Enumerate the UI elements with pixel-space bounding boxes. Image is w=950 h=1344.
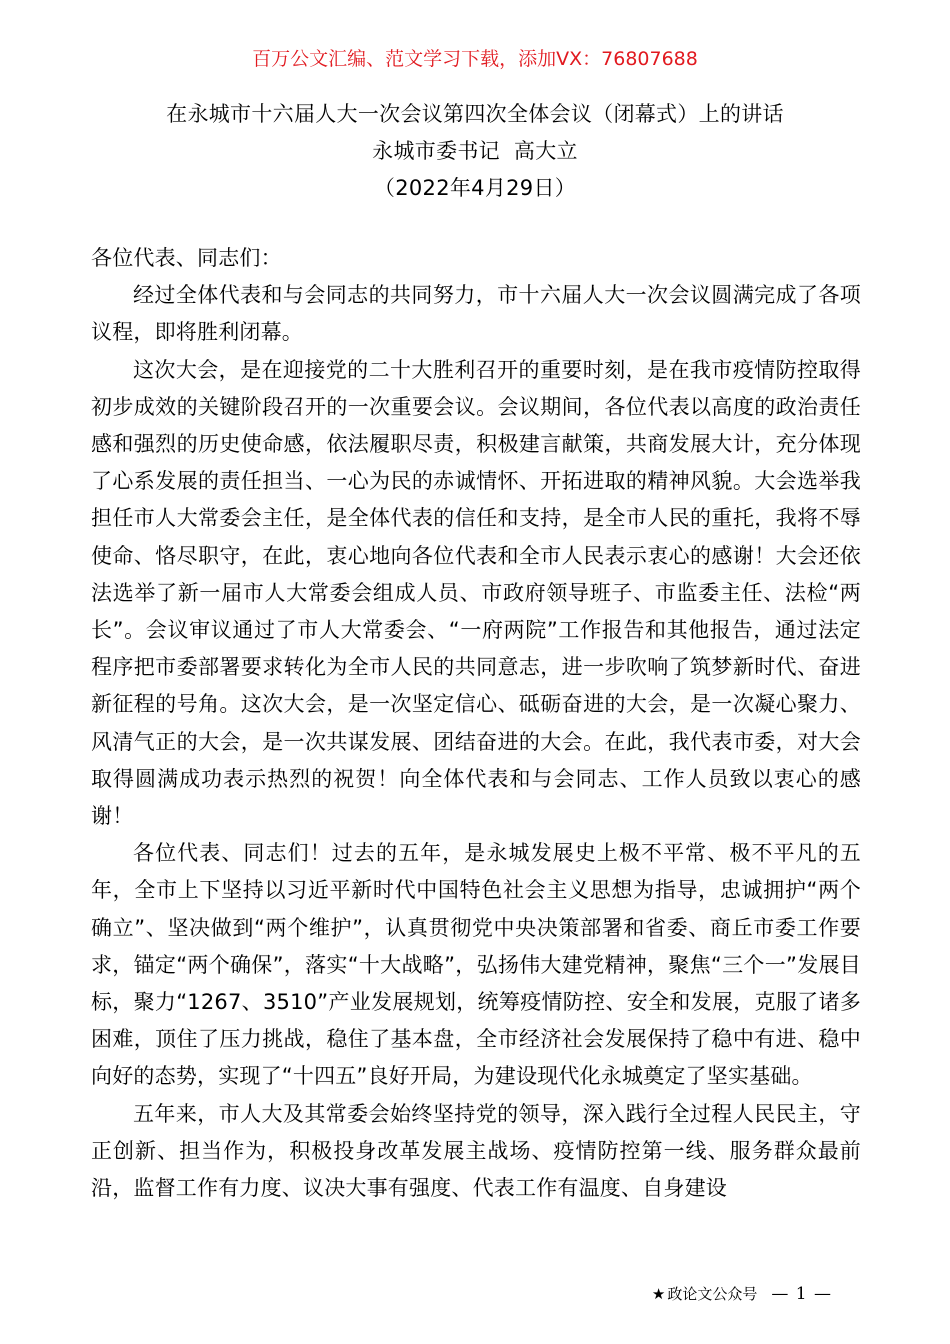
promo-banner: 百万公文汇编、范文学习下载，添加VX：76807688 — [252, 48, 698, 70]
paragraph: 经过全体代表和与会同志的共同努力，市十六届人大一次会议圆满完成了各项议程，即将胜利闭幕。 — [91, 283, 861, 345]
speaker-line: 永城市委书记 高大立 — [372, 139, 578, 163]
page-footer — [652, 1282, 832, 1306]
document-title: 在永城市十六届人大一次会议第四次全体会议（闭幕式）上的讲话 — [166, 102, 784, 126]
speech-date: （2022年4月29日） — [373, 176, 577, 200]
star-icon: ★ — [651, 1285, 666, 1303]
paragraph: 各位代表、同志们！过去的五年，是永城发展史上极不平常、极不平凡的五年，全市上下坚持以习近平新时代中国特色社会主义思想为指导，忠诚拥护“两个确立”、坚决做到“两个维护”，认真贯彻党中央决策部署和省委、商丘市委工作要求，锚定“两个确保”，落实“十大战略”，弘扬伟大建党精神，聚焦“三个一”发展目标，聚力“1267、3510”产业发展规划，统筹疫情防控、安全和发展，克服了诸多困难，顶住了压力挑战，稳住了基本盘，全市经济社会发展保持了稳中有进、稳中向好的态势，实现了“十四五”良好开局，为建设现代化永城奠定了坚实基础。 — [91, 841, 861, 1089]
page-number: — 1 — — [771, 1284, 832, 1304]
speech-body — [91, 240, 861, 1207]
footer-label: 政论文公众号 — [667, 1285, 758, 1303]
paragraph: 这次大会，是在迎接党的二十大胜利召开的重要时刻，是在我市疫情防控取得初步成效的关键阶段召开的一次重要会议。会议期间，各位代表以高度的政治责任感和强烈的历史使命感，依法履职尽责，积极建言献策，共商发展大计，充分体现了心系发展的责任担当、一心为民的赤诚情怀、开拓进取的精神风貌。大会选举我担任市人大常委会主任，是全体代表的信任和支持，是全市人民的重托，我将不辱使命、恪尽职守，在此，衷心地向各位代表和全市人民表示衷心的感谢！大会还依法选举了新一届市人大常委会组成人员、市政府领导班子、市监委主任、法检“两长”。会议审议通过了市人大常委会、“一府两院”工作报告和其他报告，通过法定程序把市委部署要求转化为全市人民的共同意志，进一步吹响了筑梦新时代、奋进新征程的号角。这次大会，是一次坚定信心、砥砺奋进的大会，是一次凝心聚力、风清气正的大会，是一次共谋发展、团结奋进的大会。在此，我代表市委，对大会取得圆满成功表示热烈的祝贺！向全体代表和与会同志、工作人员致以衷心的感谢！ — [91, 357, 861, 829]
salutation: 各位代表、同志们： — [91, 246, 282, 270]
paragraph: 五年来，市人大及其常委会始终坚持党的领导，深入践行全过程人民民主，守正创新、担当作为，积极投身改革发展主战场、疫情防控第一线、服务群众最前沿，监督工作有力度、议决大事有强度、代表工作有温度、自身建设 — [91, 1101, 861, 1201]
